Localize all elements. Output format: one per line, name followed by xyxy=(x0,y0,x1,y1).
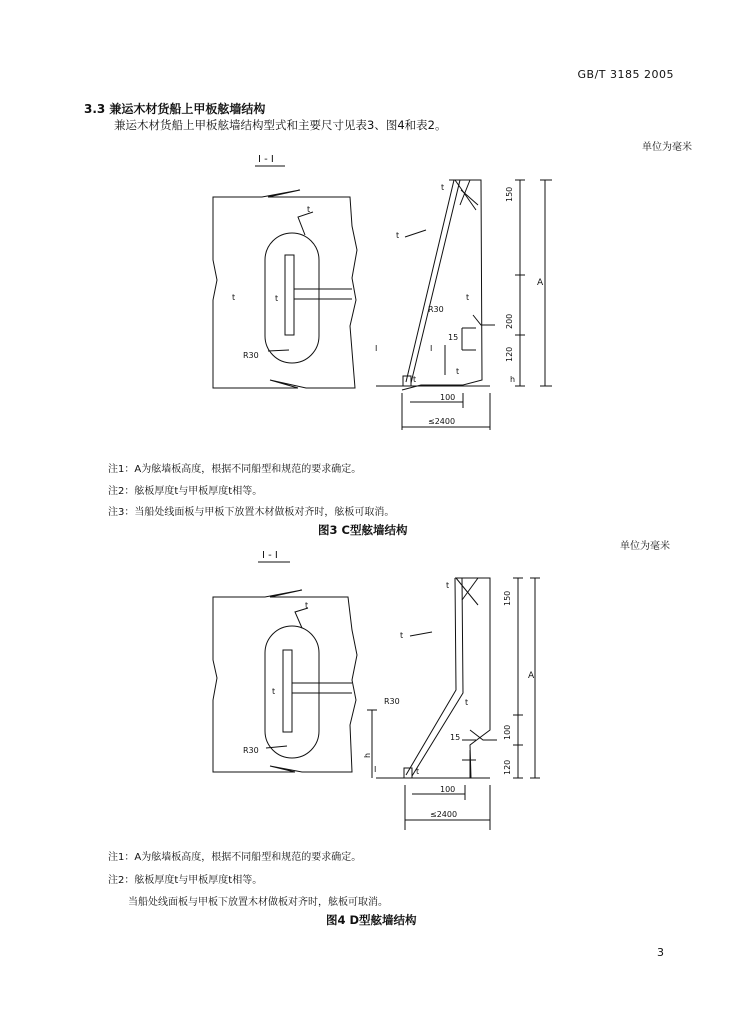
fig3-dim-200: 200 xyxy=(505,313,514,329)
page-number: 3 xyxy=(657,946,664,959)
section-heading: 3.3 兼运木材货船上甲板舷墙结构 xyxy=(84,102,266,116)
fig3-dim-a: A xyxy=(537,278,544,288)
figure4-section-label: I - I xyxy=(262,550,278,561)
fig3-label-t-web: t xyxy=(275,294,279,303)
fig4-dim-100: 100 xyxy=(503,724,512,740)
figure3-section-label: I - I xyxy=(258,154,274,165)
fig3-label-i-2: I xyxy=(430,344,433,353)
figure3-note-2: 注2：舷板厚度t与甲板厚度t相等。 xyxy=(108,486,263,497)
figure3-note-3: 注3：当船处线面板与甲板下放置木材做板对齐时，舷板可取消。 xyxy=(108,507,395,518)
fig3-label-i: I xyxy=(375,344,378,353)
fig3-label-t-side: t xyxy=(232,293,236,302)
figure3-note-1: 注1：A为舷墙板高度，根据不同船型和规范的要求确定。 xyxy=(108,464,362,475)
fig3-dim-h: h xyxy=(510,375,516,384)
fig3-label-r30-2: R30 xyxy=(428,305,444,314)
fig4-label-t-top: t xyxy=(446,581,450,590)
standard-number: GB/T 3185 2005 xyxy=(577,68,674,81)
figure4-drawing xyxy=(0,550,732,835)
fig4-label-t-col: t xyxy=(400,631,404,640)
fig3-label-t-bracket: t xyxy=(456,367,460,376)
fig4-label-r30-2: R30 xyxy=(384,697,400,706)
fig3-dim-15: 15 xyxy=(448,333,459,342)
fig4-dim-2400: ≤2400 xyxy=(430,810,458,819)
fig3-dim-100: 100 xyxy=(440,393,456,402)
fig3-dim-2400: ≤2400 xyxy=(428,417,456,426)
figure4-caption: 图4 D型舷墙结构 xyxy=(326,913,417,927)
fig3-label-t-top: t xyxy=(441,183,445,192)
fig4-label-t-bottom: t xyxy=(416,767,420,776)
fig4-dim-a: A xyxy=(528,671,535,681)
fig4-dim-h: h xyxy=(363,752,372,758)
figure3-unit: 单位为毫米 xyxy=(642,142,692,153)
figure4-unit: 单位为毫米 xyxy=(620,541,670,552)
fig4-label-t-web: t xyxy=(272,687,276,696)
figure4-note-3: 当船处线面板与甲板下放置木材做板对齐时，舷板可取消。 xyxy=(128,897,388,908)
fig4-dim-100b: 100 xyxy=(440,785,456,794)
fig4-dim-15: 15 xyxy=(450,733,461,742)
fig3-dim-120: 120 xyxy=(505,346,514,362)
fig3-label-t-bottom: t xyxy=(413,375,417,384)
fig4-label-t-mid: t xyxy=(465,698,469,707)
fig3-dim-150: 150 xyxy=(505,186,514,202)
fig3-label-r30: R30 xyxy=(243,351,259,360)
figure3-drawing xyxy=(0,150,732,440)
figure4-note-1: 注1：A为舷墙板高度，根据不同船型和规范的要求确定。 xyxy=(108,852,362,863)
fig4-dim-150: 150 xyxy=(503,590,512,606)
fig4-label-i: I xyxy=(374,765,377,774)
section-intro: 兼运木材货船上甲板舷墙结构型式和主要尺寸见表3、图4和表2。 xyxy=(114,118,447,132)
fig4-label-t-main: t xyxy=(305,601,309,610)
figure4-note-2: 注2：舷板厚度t与甲板厚度t相等。 xyxy=(108,875,263,886)
figure3-caption: 图3 C型舷墙结构 xyxy=(318,523,408,537)
fig3-label-t-main: t xyxy=(307,205,311,214)
fig4-dim-120: 120 xyxy=(503,759,512,775)
fig4-label-r30: R30 xyxy=(243,746,259,755)
fig3-label-t-col: t xyxy=(396,231,400,240)
fig3-label-t-mid: t xyxy=(466,293,470,302)
